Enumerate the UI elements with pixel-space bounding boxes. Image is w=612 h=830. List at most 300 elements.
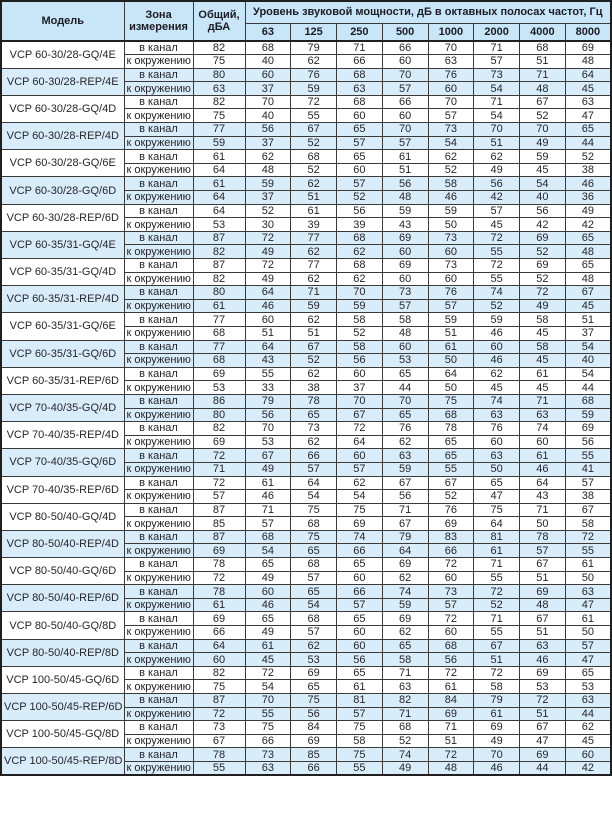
sound-level-cell: 62 — [382, 435, 428, 449]
total-dba-cell: 82 — [193, 95, 245, 109]
measurement-zone-cell: к окружению — [124, 109, 193, 123]
sound-level-cell: 57 — [382, 82, 428, 96]
sound-level-cell: 48 — [245, 163, 291, 177]
sound-level-cell: 83 — [428, 530, 474, 544]
measurement-zone-cell: к окружению — [124, 354, 193, 368]
model-name-cell: VCP 100-50/45-REP/6D — [1, 694, 124, 721]
measurement-zone-cell: к окружению — [124, 299, 193, 313]
sound-level-cell: 57 — [428, 598, 474, 612]
sound-level-cell: 55 — [337, 761, 383, 775]
sound-level-cell: 51 — [291, 191, 337, 205]
sound-level-cell: 46 — [245, 490, 291, 504]
sound-level-cell: 56 — [245, 408, 291, 422]
table-row — [1, 639, 611, 653]
sound-level-cell: 60 — [520, 435, 566, 449]
sound-level-cell: 62 — [291, 435, 337, 449]
table-row — [1, 286, 611, 300]
sound-level-cell: 39 — [337, 218, 383, 232]
sound-level-cell: 68 — [520, 41, 566, 55]
sound-level-cell: 61 — [245, 476, 291, 490]
sound-level-cell: 42 — [565, 761, 611, 775]
sound-level-cell: 69 — [520, 748, 566, 762]
sound-level-cell: 50 — [428, 381, 474, 395]
sound-level-cell: 71 — [520, 68, 566, 82]
sound-level-cell: 74 — [474, 394, 520, 408]
sound-level-cell: 54 — [565, 340, 611, 354]
sound-level-cell: 52 — [245, 204, 291, 218]
sound-level-cell: 60 — [337, 626, 383, 640]
sound-level-cell: 51 — [565, 313, 611, 327]
measurement-zone-cell: к окружению — [124, 381, 193, 395]
sound-level-cell: 73 — [474, 68, 520, 82]
sound-level-cell: 54 — [291, 598, 337, 612]
table-row — [1, 422, 611, 436]
sound-level-cell: 46 — [520, 462, 566, 476]
sound-level-cell: 60 — [565, 748, 611, 762]
sound-level-cell: 71 — [520, 503, 566, 517]
sound-level-cell: 61 — [245, 639, 291, 653]
sound-level-cell: 57 — [291, 626, 337, 640]
sound-level-cell: 74 — [520, 422, 566, 436]
sound-level-cell: 68 — [291, 558, 337, 572]
sound-level-cell: 60 — [382, 340, 428, 354]
sound-level-cell: 71 — [520, 394, 566, 408]
model-name-cell: VCP 60-30/28-REP/4E — [1, 68, 124, 95]
sound-level-cell: 54 — [291, 490, 337, 504]
sound-level-cell: 46 — [245, 299, 291, 313]
sound-level-cell: 79 — [474, 694, 520, 708]
sound-level-cell: 44 — [565, 707, 611, 721]
sound-level-cell: 68 — [291, 517, 337, 531]
sound-level-cell: 63 — [520, 639, 566, 653]
total-dba-cell: 60 — [193, 653, 245, 667]
sound-level-cell: 74 — [382, 748, 428, 762]
sound-level-cell: 73 — [428, 231, 474, 245]
sound-level-cell: 61 — [474, 707, 520, 721]
sound-level-cell: 59 — [428, 204, 474, 218]
sound-level-cell: 71 — [474, 612, 520, 626]
total-dba-cell: 61 — [193, 299, 245, 313]
table-row — [1, 41, 611, 55]
measurement-zone-cell: в канал — [124, 123, 193, 137]
table-row — [1, 340, 611, 354]
sound-level-cell: 68 — [291, 150, 337, 164]
sound-level-cell: 61 — [474, 544, 520, 558]
table-row — [1, 558, 611, 572]
sound-level-cell: 53 — [245, 435, 291, 449]
sound-level-cell: 49 — [474, 163, 520, 177]
sound-level-cell: 74 — [474, 286, 520, 300]
model-name-cell: VCP 80-50/40-GQ/6D — [1, 558, 124, 585]
sound-level-cell: 69 — [382, 612, 428, 626]
sound-level-cell: 64 — [245, 286, 291, 300]
sound-level-cell: 40 — [245, 109, 291, 123]
table-body — [1, 41, 611, 775]
sound-level-cell: 42 — [565, 218, 611, 232]
sound-level-cell: 60 — [337, 367, 383, 381]
column-header-group: Уровень звуковой мощности, дБ в октавных полосах частот, Гц — [245, 1, 611, 23]
model-name-cell: VCP 80-50/40-REP/8D — [1, 639, 124, 666]
sound-level-cell: 36 — [565, 191, 611, 205]
sound-level-cell: 62 — [337, 272, 383, 286]
sound-level-cell: 42 — [474, 191, 520, 205]
sound-level-cell: 63 — [245, 761, 291, 775]
sound-level-cell: 59 — [565, 408, 611, 422]
total-dba-cell: 77 — [193, 123, 245, 137]
sound-level-cell: 54 — [337, 490, 383, 504]
sound-level-cell: 65 — [382, 367, 428, 381]
sound-level-cell: 70 — [474, 123, 520, 137]
table-row — [1, 721, 611, 735]
sound-level-cell: 72 — [428, 558, 474, 572]
sound-level-cell: 57 — [337, 136, 383, 150]
sound-level-cell: 70 — [337, 286, 383, 300]
measurement-zone-cell: в канал — [124, 367, 193, 381]
sound-level-cell: 70 — [474, 748, 520, 762]
sound-level-cell: 60 — [428, 245, 474, 259]
sound-level-cell: 65 — [245, 612, 291, 626]
sound-level-cell: 75 — [428, 394, 474, 408]
sound-level-cell: 44 — [382, 381, 428, 395]
sound-level-cell: 56 — [337, 653, 383, 667]
sound-level-cell: 72 — [474, 666, 520, 680]
sound-level-cell: 70 — [428, 41, 474, 55]
sound-level-cell: 38 — [291, 381, 337, 395]
table-row — [1, 123, 611, 137]
sound-level-cell: 51 — [382, 163, 428, 177]
sound-level-cell: 65 — [382, 639, 428, 653]
sound-level-cell: 56 — [337, 204, 383, 218]
table-row — [1, 367, 611, 381]
sound-level-cell: 60 — [245, 313, 291, 327]
sound-level-cell: 69 — [291, 666, 337, 680]
sound-level-cell: 84 — [291, 721, 337, 735]
table-row — [1, 585, 611, 599]
table-row — [1, 177, 611, 191]
sound-level-cell: 65 — [291, 544, 337, 558]
sound-level-cell: 45 — [565, 299, 611, 313]
table-row — [1, 449, 611, 463]
sound-level-cell: 56 — [474, 177, 520, 191]
column-header-frequency: 8000 — [565, 23, 611, 41]
sound-level-cell: 51 — [520, 626, 566, 640]
sound-level-cell: 71 — [291, 286, 337, 300]
sound-level-cell: 73 — [428, 259, 474, 273]
sound-level-cell: 62 — [291, 55, 337, 69]
total-dba-cell: 68 — [193, 354, 245, 368]
sound-level-cell: 49 — [474, 734, 520, 748]
sound-level-cell: 66 — [428, 544, 474, 558]
sound-level-cell: 67 — [245, 449, 291, 463]
total-dba-cell: 82 — [193, 666, 245, 680]
model-name-cell: VCP 60-30/28-GQ/4E — [1, 41, 124, 68]
column-header-frequency: 125 — [291, 23, 337, 41]
sound-level-cell: 78 — [520, 530, 566, 544]
sound-level-cell: 47 — [565, 109, 611, 123]
measurement-zone-cell: к окружению — [124, 163, 193, 177]
measurement-zone-cell: к окружению — [124, 734, 193, 748]
sound-level-cell: 46 — [474, 354, 520, 368]
sound-level-cell: 54 — [245, 680, 291, 694]
sound-level-cell: 59 — [291, 82, 337, 96]
sound-level-cell: 62 — [291, 367, 337, 381]
measurement-zone-cell: в канал — [124, 95, 193, 109]
sound-level-cell: 46 — [565, 177, 611, 191]
total-dba-cell: 82 — [193, 422, 245, 436]
sound-level-cell: 79 — [245, 394, 291, 408]
model-name-cell: VCP 60-30/28-GQ/6E — [1, 150, 124, 177]
sound-level-cell: 69 — [291, 734, 337, 748]
measurement-zone-cell: к окружению — [124, 544, 193, 558]
sound-level-cell: 49 — [245, 245, 291, 259]
sound-level-cell: 71 — [474, 41, 520, 55]
model-name-cell: VCP 80-50/40-REP/6D — [1, 585, 124, 612]
sound-level-cell: 50 — [565, 626, 611, 640]
sound-level-cell: 66 — [382, 41, 428, 55]
sound-level-cell: 60 — [382, 245, 428, 259]
measurement-zone-cell: в канал — [124, 748, 193, 762]
sound-level-cell: 49 — [245, 626, 291, 640]
sound-level-cell: 82 — [382, 694, 428, 708]
sound-level-cell: 48 — [382, 326, 428, 340]
sound-level-cell: 56 — [291, 707, 337, 721]
total-dba-cell: 80 — [193, 286, 245, 300]
model-name-cell: VCP 60-30/28-REP/4D — [1, 123, 124, 150]
sound-level-cell: 51 — [245, 326, 291, 340]
total-dba-cell: 64 — [193, 163, 245, 177]
model-name-cell: VCP 80-50/40-REP/4D — [1, 530, 124, 557]
total-dba-cell: 72 — [193, 449, 245, 463]
sound-level-cell: 58 — [428, 177, 474, 191]
sound-level-cell: 47 — [474, 490, 520, 504]
sound-level-cell: 57 — [474, 204, 520, 218]
measurement-zone-cell: в канал — [124, 231, 193, 245]
model-name-cell: VCP 60-35/31-REP/4D — [1, 286, 124, 313]
sound-level-cell: 43 — [520, 490, 566, 504]
sound-level-cell: 67 — [565, 286, 611, 300]
sound-level-cell: 51 — [428, 734, 474, 748]
sound-level-cell: 50 — [520, 517, 566, 531]
sound-level-cell: 37 — [337, 381, 383, 395]
sound-level-cell: 40 — [245, 55, 291, 69]
measurement-zone-cell: к окружению — [124, 761, 193, 775]
sound-level-cell: 58 — [520, 313, 566, 327]
total-dba-cell: 87 — [193, 503, 245, 517]
sound-level-cell: 66 — [291, 449, 337, 463]
sound-level-cell: 81 — [474, 530, 520, 544]
measurement-zone-cell: в канал — [124, 422, 193, 436]
measurement-zone-cell: к окружению — [124, 653, 193, 667]
sound-level-cell: 70 — [428, 95, 474, 109]
sound-level-cell: 63 — [565, 694, 611, 708]
sound-level-cell: 54 — [245, 544, 291, 558]
sound-level-cell: 46 — [474, 326, 520, 340]
measurement-zone-cell: в канал — [124, 177, 193, 191]
sound-level-cell: 51 — [474, 136, 520, 150]
sound-level-cell: 56 — [382, 177, 428, 191]
sound-level-cell: 73 — [382, 286, 428, 300]
total-dba-cell: 71 — [193, 462, 245, 476]
sound-level-cell: 69 — [520, 585, 566, 599]
sound-level-cell: 63 — [474, 449, 520, 463]
sound-level-cell: 48 — [520, 598, 566, 612]
sound-level-cell: 49 — [565, 204, 611, 218]
sound-level-cell: 72 — [337, 422, 383, 436]
model-name-cell: VCP 60-35/31-GQ/4D — [1, 259, 124, 286]
total-dba-cell: 87 — [193, 694, 245, 708]
model-name-cell: VCP 60-35/31-GQ/6D — [1, 340, 124, 367]
sound-level-cell: 77 — [291, 259, 337, 273]
sound-level-cell: 65 — [565, 123, 611, 137]
sound-level-cell: 68 — [337, 259, 383, 273]
sound-level-cell: 52 — [474, 299, 520, 313]
measurement-zone-cell: к окружению — [124, 55, 193, 69]
sound-level-cell: 57 — [428, 109, 474, 123]
measurement-zone-cell: к окружению — [124, 490, 193, 504]
sound-level-cell: 57 — [337, 177, 383, 191]
sound-level-cell: 61 — [291, 204, 337, 218]
sound-level-cell: 75 — [337, 748, 383, 762]
sound-level-cell: 30 — [245, 218, 291, 232]
sound-level-cell: 75 — [337, 721, 383, 735]
sound-level-cell: 69 — [520, 259, 566, 273]
model-name-cell: VCP 60-30/28-GQ/4D — [1, 95, 124, 122]
sound-level-cell: 45 — [520, 326, 566, 340]
sound-level-cell: 65 — [565, 231, 611, 245]
sound-level-cell: 76 — [291, 68, 337, 82]
sound-level-cell: 72 — [245, 259, 291, 273]
sound-level-cell: 57 — [428, 299, 474, 313]
sound-level-cell: 52 — [565, 150, 611, 164]
total-dba-cell: 53 — [193, 218, 245, 232]
sound-level-cell: 71 — [337, 41, 383, 55]
sound-level-cell: 60 — [337, 639, 383, 653]
sound-level-cell: 57 — [565, 639, 611, 653]
sound-level-cell: 72 — [428, 748, 474, 762]
sound-level-cell: 62 — [245, 150, 291, 164]
sound-level-cell: 60 — [245, 68, 291, 82]
sound-level-cell: 64 — [291, 476, 337, 490]
sound-level-cell: 61 — [382, 150, 428, 164]
sound-level-cell: 75 — [291, 530, 337, 544]
sound-level-cell: 65 — [382, 408, 428, 422]
sound-level-cell: 73 — [291, 422, 337, 436]
sound-level-cell: 65 — [474, 476, 520, 490]
table-row — [1, 259, 611, 273]
sound-level-cell: 59 — [520, 150, 566, 164]
sound-level-cell: 45 — [565, 734, 611, 748]
total-dba-cell: 69 — [193, 544, 245, 558]
sound-level-cell: 67 — [291, 123, 337, 137]
model-name-cell: VCP 100-50/45-GQ/8D — [1, 721, 124, 748]
sound-level-cell: 67 — [520, 721, 566, 735]
sound-level-cell: 42 — [520, 218, 566, 232]
sound-level-cell: 45 — [474, 381, 520, 395]
sound-level-cell: 48 — [565, 272, 611, 286]
measurement-zone-cell: в канал — [124, 476, 193, 490]
sound-level-cell: 62 — [291, 313, 337, 327]
sound-level-cell: 68 — [382, 721, 428, 735]
column-header-frequency: 250 — [337, 23, 383, 41]
sound-level-cell: 63 — [337, 82, 383, 96]
sound-level-cell: 60 — [245, 585, 291, 599]
sound-level-cell: 62 — [382, 571, 428, 585]
total-dba-cell: 78 — [193, 748, 245, 762]
sound-level-cell: 58 — [520, 340, 566, 354]
sound-level-cell: 62 — [291, 177, 337, 191]
sound-level-cell: 49 — [382, 761, 428, 775]
total-dba-cell: 69 — [193, 367, 245, 381]
sound-level-cell: 39 — [291, 218, 337, 232]
measurement-zone-cell: в канал — [124, 340, 193, 354]
sound-level-cell: 61 — [520, 367, 566, 381]
sound-level-cell: 62 — [428, 150, 474, 164]
sound-level-cell: 61 — [520, 449, 566, 463]
sound-level-cell: 60 — [428, 571, 474, 585]
model-name-cell: VCP 60-30/28-REP/6D — [1, 204, 124, 231]
model-name-cell: VCP 70-40/35-GQ/6D — [1, 449, 124, 476]
sound-level-cell: 40 — [520, 191, 566, 205]
measurement-zone-cell: к окружению — [124, 680, 193, 694]
total-dba-cell: 72 — [193, 707, 245, 721]
total-dba-cell: 66 — [193, 626, 245, 640]
column-header-frequency: 4000 — [520, 23, 566, 41]
total-dba-cell: 69 — [193, 612, 245, 626]
sound-level-cell: 60 — [428, 272, 474, 286]
total-dba-cell: 75 — [193, 55, 245, 69]
sound-level-cell: 49 — [245, 462, 291, 476]
total-dba-cell: 64 — [193, 191, 245, 205]
sound-level-cell: 69 — [382, 558, 428, 572]
sound-level-cell: 65 — [565, 259, 611, 273]
sound-level-cell: 49 — [245, 272, 291, 286]
column-header-total: Общий, дБА — [193, 1, 245, 41]
sound-level-cell: 74 — [382, 585, 428, 599]
model-name-cell: VCP 70-40/35-REP/4D — [1, 422, 124, 449]
sound-level-cell: 43 — [382, 218, 428, 232]
model-name-cell: VCP 60-35/31-REP/6D — [1, 367, 124, 394]
sound-level-cell: 69 — [428, 707, 474, 721]
model-name-cell: VCP 60-30/28-GQ/6D — [1, 177, 124, 204]
sound-level-cell: 67 — [565, 503, 611, 517]
sound-level-cell: 57 — [382, 136, 428, 150]
sound-level-cell: 48 — [565, 55, 611, 69]
sound-level-cell: 61 — [337, 680, 383, 694]
total-dba-cell: 64 — [193, 204, 245, 218]
sound-level-cell: 63 — [382, 680, 428, 694]
sound-level-cell: 67 — [382, 517, 428, 531]
sound-level-cell: 43 — [245, 354, 291, 368]
sound-level-cell: 37 — [245, 136, 291, 150]
table-header — [1, 1, 611, 41]
measurement-zone-cell: в канал — [124, 41, 193, 55]
total-dba-cell: 59 — [193, 136, 245, 150]
sound-level-cell: 56 — [382, 490, 428, 504]
sound-level-cell: 49 — [520, 136, 566, 150]
sound-level-cell: 61 — [428, 340, 474, 354]
sound-level-cell: 54 — [565, 367, 611, 381]
sound-level-cell: 68 — [428, 639, 474, 653]
sound-level-cell: 53 — [382, 354, 428, 368]
sound-level-cell: 62 — [337, 476, 383, 490]
sound-level-cell: 51 — [520, 55, 566, 69]
sound-level-cell: 71 — [474, 558, 520, 572]
sound-level-cell: 64 — [337, 435, 383, 449]
sound-level-cell: 60 — [337, 449, 383, 463]
total-dba-cell: 85 — [193, 517, 245, 531]
sound-level-cell: 64 — [474, 517, 520, 531]
sound-level-cell: 57 — [337, 707, 383, 721]
